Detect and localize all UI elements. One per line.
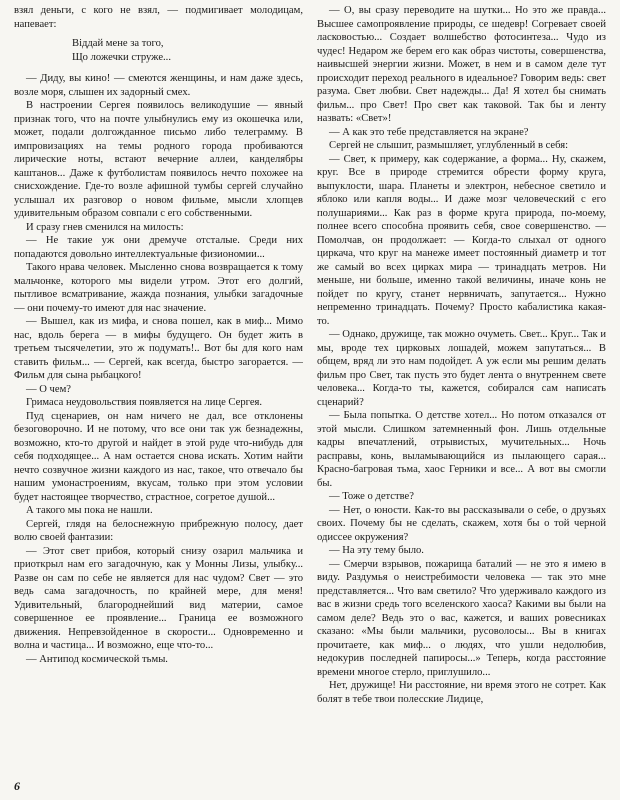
paragraph: — Диду, вы кино! — смеются женщины, и нам даже здесь, возле моря, слышен их задорный смех. — [14, 73, 303, 98]
paragraph: А такого мы пока не нашли. — [26, 505, 153, 516]
text-columns — [14, 4, 606, 774]
paragraph: Сергей не слышит, размышляет, углубленный в себя: — [329, 140, 569, 151]
paragraph: Нет, дружище! Ни расстояние, ни время этого не сотрет. Как болят в тебе твои полесские Лидице, — [317, 680, 606, 705]
right-column — [317, 4, 606, 774]
verse-quote — [72, 37, 303, 64]
paragraph: — А как это тебе представляется на экране? — [329, 126, 529, 138]
paragraph: — На эту тему было. — [329, 545, 424, 556]
paragraph: — Не такие уж они дремуче отсталые. Среди них попадаются довольно интеллектуальные физиономии... — [14, 235, 303, 260]
paragraph: — О, вы сразу переводите на шутки... Но это же правда... Высшее самопроявление природы, се шедевр! Согревает своей ласковостью... Создает волшебство фотосинтеза... Чудо из чудес! Недаром же берем его как образ чистоты, совершенства, наивысшей энергии жизни. Может, в нем и в самом деле тут происходит переход реального в идеальное? Говорим ведь: свет разума. Свет любви. Свет надежды... Да! Я хотел бы снимать фильм... про Свет! Про свет как таковой. Так бы и ленту назвать: «Свет»! — [317, 5, 606, 124]
paragraph: И сразу гнев сменился на милость: — [26, 221, 184, 233]
verse-line: Віддай мене за того, — [72, 38, 164, 49]
paragraph: — Однако, дружище, так можно очуметь. Свет... Круг... Так и мы, вроде тех цирковых лошадей, можем запутаться... В общем, вряд ли это нам подойдет. А уж если мы решим делать фильм про Свет, так пусть это будет лента о внутреннем свете человека... Когда-то ты, кажется, собирался сам написать сценарий? — [317, 329, 606, 408]
left-column — [14, 4, 303, 774]
paragraph: — Свет, к примеру, как содержание, а форма... Ну, скажем, круг. Все в природе стремится обрести форму круга, выпуклости, шара. Планеты и электрон, небесное светило и яблоко или капля воды... И даже мозг человеческий с его полушариями... Как раз в форме круга природа, по-моему, полнее всего способна проявить себя, свое совершенство. — Помолчав, он продолжает: — Когда-то слыхал от одного циркача, что круг на манеже имеет постоянный диаметр и тот же самый во всех цирках мира — тринадцать метров. Ни меньше, ни больше, именно такой величины, иначе конь не пойдет по кругу, станет нервничать, запутается... Нужно непременно тринадцать. Почему? Просто кабалистика какая-то. — [317, 153, 606, 327]
paragraph: — Вышел, как из мифа, и снова пошел, как в миф... Мимо нас, вдоль берега — в мифы будущего. Он будет жить в третьем тысячелетии, это ж подумать!.. Вот бы для кого нам ставить фильм... — Сергей, как всегда, быстро загорается. — Фильм для сына рыбацкого! — [14, 316, 303, 381]
paragraph: — Тоже о детстве? — [329, 491, 414, 502]
paragraph: — Смерчи взрывов, пожарища баталий — не это я имею в виду. Раздумья о неистребимости человека — так это мне представляется... Что вам светило? Что удерживало каждого из вас в жизни средь того вселенского хаоса? Какими вы были на самом деле? Ведь это о вас, кажется, и ваших ровесниках сказано: «Мы были мальчики, русоволосы... Вы в книгах прочитаете, как миф... о людях, что ушли недолюбив, недокурив последней папиросы...» Теперь, когда расстояние времени многое стерло, приглушило... — [317, 558, 606, 678]
paragraph: Пуд сценариев, он нам ничего не дал, все отклонены безоговорочно. И не потому, что все они так уж безнадежны, возможно, кто-то другой и найдет в этой руде что-нибудь для себя подходящее... А нам остается снова искать. Хотим найти нечто созвучное жизни каждого из нас, такое, что отвечало бы нашим умонастроениям, вкусам, только при этом условии будет настоящее творчество, страстное, согретое душой... — [14, 410, 303, 503]
paragraph: взял деньги, с кого не взял, — подмигивает молодицам, напевает: — [14, 5, 303, 30]
paragraph: Гримаса неудовольствия появляется на лице Сергея. — [26, 397, 263, 408]
paragraph: — Была попытка. О детстве хотел... Но потом отказался от этой мысли. Слишком затемненный фон. Лишь отдельные кадры впечатлений, отрывистых, мучительных... Ночь расправы, конь, выламывающийся из пылающего сарая... Красно-багровая тьма, хаос Герники и все... А вот вы смогли бы. — [317, 410, 606, 489]
page-number: 6 — [14, 779, 20, 793]
paragraph: В настроении Сергея появилось великодушие — явный признак того, что на почте улыбнулись ему из окошечка или, может, подали долгожданное письмо либо телеграмму. В импровизациях на темы родного города пробиваются лирические ноты, встают вечерние аллеи, канделябры каштанов... Даже к футболистам появилось нечто похожее на снисхождение. Где-то возле афишной тумбы сергей случайно услышал их разговор о новом фильме, мысли хлопцев удивительным образом совпали с его собственными. — [14, 100, 303, 219]
paragraph: Сергей, глядя на белоснежную прибрежную полосу, дает волю своей фантазии: — [14, 518, 303, 543]
paragraph: — Антипод космической тьмы. — [26, 653, 168, 665]
paragraph: Такого нрава человек. Мысленно снова возвращается к тому мальчонке, которого мы видели утром. Этот его долгий, пытливое всматривание, жажда познания, улыбки загадочные — они почему-то имеют для нас значение. — [14, 262, 303, 314]
paragraph: — Нет, о юности. Как-то вы рассказывали о себе, о друзьях своих. Почему бы не сделать, скажем, хотя бы о той черной одиссее окружения? — [317, 504, 606, 543]
verse-line: Що ложечки струже... — [72, 51, 171, 63]
paragraph: — О чем? — [26, 383, 71, 395]
paragraph: — Этот свет прибоя, который снизу озарил мальчика и приоткрыл нам его загадочную, как у Монны Лизы, улыбку... Разве он сам по себе не является для нас чудом? Свет — это ведь сама загадочность, по крайней мере, для меня! Удивительный, благороднейший вид материи, самое совершенное ее проявление... Граница ее возможного движения. Непревзойденное в скорости... Одновременно и волна и частица... И возможно, еще что-то... — [14, 545, 303, 651]
